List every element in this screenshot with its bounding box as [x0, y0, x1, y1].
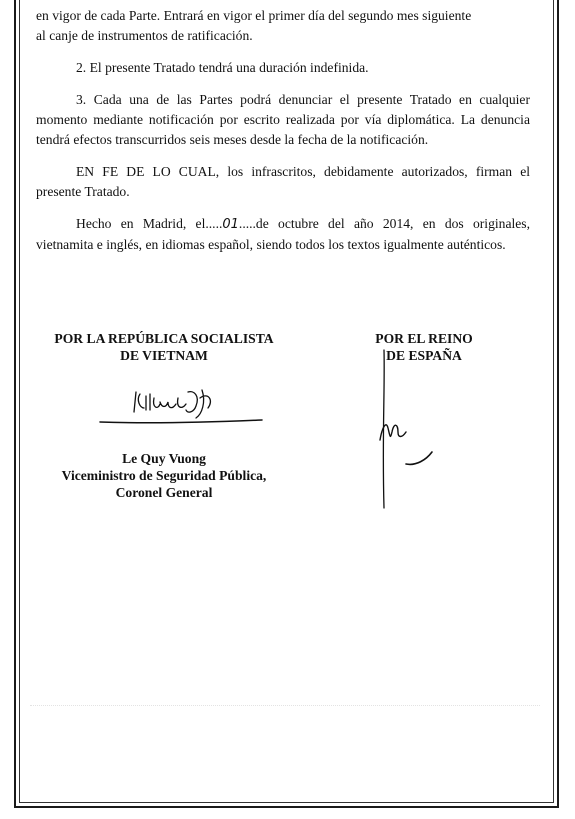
signatory-vietnam-title-line-1: Viceministro de Seguridad Pública, [61, 468, 267, 483]
date-suffix: .....de octubre del año 2014, en dos originales, vietnamita e inglés, en idiomas español, siendo todos los textos igualmente auténticos. [36, 216, 530, 252]
paragraph-1-line-2: al canje de instrumentos de ratificación. [36, 28, 253, 43]
paragraph-hecho-en [36, 214, 530, 255]
treaty-text [36, 6, 530, 267]
paragraph-denunciation: 3. Cada una de las Partes podrá denunciar el presente Tratado en cualquier momento mediante notificación por escrito realizada por vía diplomática. La denuncia tendrá efectos transcurridos seis meses desde la fecha de la notificación. [36, 92, 530, 147]
signatory-vietnam-heading-line-1: POR LA REPÚBLICA SOCIALISTA [54, 331, 274, 346]
paragraph-duration: 2. El presente Tratado tendrá una duración indefinida. [76, 60, 369, 75]
paragraph-1-line-1: en vigor de cada Parte. Entrará en vigor el primer día del segundo mes siguiente [36, 8, 472, 23]
signatory-spain-heading-line-1: POR EL REINO [375, 331, 473, 346]
paragraph-en-fe: EN FE DE LO CUAL, los infrascritos, debidamente autorizados, firman el presente Tratado. [36, 164, 530, 199]
signatory-spain-heading-line-2: DE ESPAÑA [386, 348, 462, 363]
scan-artifact-line [30, 705, 540, 706]
handwritten-date: 01 [222, 217, 239, 232]
signatory-vietnam-heading-line-2: DE VIETNAM [120, 348, 208, 363]
signature-vietnam-icon [96, 378, 266, 430]
signatory-vietnam-details [28, 450, 300, 501]
signatory-vietnam-title-line-2: Coronel General [115, 485, 213, 500]
paragraph-1 [36, 6, 530, 46]
date-prefix: Hecho en Madrid, el..... [76, 216, 223, 231]
signature-spain-icon [368, 348, 458, 516]
signatory-vietnam-name: Le Quy Vuong [122, 451, 206, 466]
signatory-vietnam-heading [28, 330, 300, 364]
